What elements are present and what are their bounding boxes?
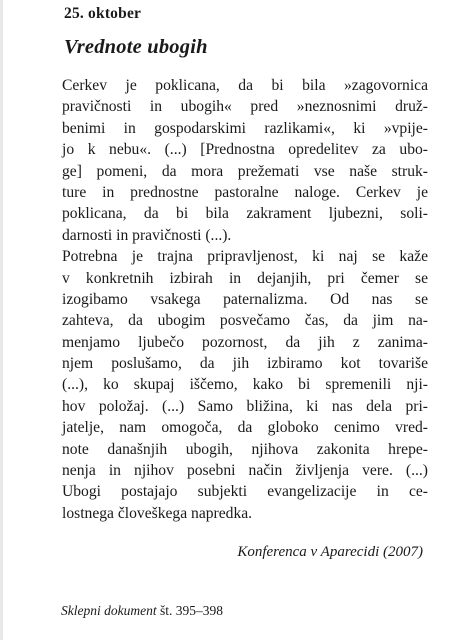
- text-line: (...), ko skupaj iščemo, kako bi spremenili nji-: [62, 376, 428, 394]
- body-text: [62, 75, 428, 524]
- page-edge: [0, 0, 3, 640]
- text-line: poklicana, da bi bila zakrament ljubezni, soli-: [62, 205, 428, 223]
- text-line: Potrebna je trajna pripravljenost, ki naj se kaže: [62, 248, 428, 266]
- text-line: zahteva, da ubogim posvečamo čas, da jim na-: [62, 312, 428, 330]
- text-line: izogibamo vsakega paternalizma. Od nas se: [62, 290, 428, 308]
- text-line: benimi in gospodarskimi razlikami«, ki »vpije-: [62, 119, 428, 137]
- text-line: darnosti in pravičnosti (...).: [62, 226, 232, 244]
- text-line: pravičnosti in ubogih« pred »neznosnimi druž-: [62, 98, 428, 116]
- text-line: ture in prednostne pastoralne naloge. Cerkev je: [62, 183, 428, 201]
- page-title: Vrednote ubogih: [64, 36, 208, 58]
- text-line: note današnjih ubogih, njihova zakonita hrepe-: [62, 440, 428, 458]
- source-citation: Konferenca v Aparecidi (2007): [237, 544, 423, 560]
- footer-reference: [61, 603, 223, 619]
- footer-numbers: št. 395–398: [156, 603, 223, 618]
- text-line: njem poslušamo, da jih izbiramo kot tovariše: [62, 355, 428, 373]
- text-line: lostnega človeškega napredka.: [62, 504, 253, 522]
- text-line: jatelje, nam omogoča, da globoko cenimo vred-: [62, 419, 428, 437]
- text-line: Cerkev je poklicana, da bi bila »zagovornica: [62, 77, 428, 94]
- date-heading: 25. oktober: [64, 5, 142, 22]
- text-line: menjamo ljubečo pozornost, da jih z zanima-: [62, 333, 428, 351]
- text-line: hov položaj. (...) Samo bližina, ki nas dela pri-: [62, 397, 428, 415]
- text-line: jo k nebu«. (...) [Prednostna opredelitev za ubo-: [62, 141, 428, 159]
- text-line: nenja in njihov posebni način življenja vere. (...): [62, 462, 428, 480]
- text-line: v konkretnih izbirah in dejanjih, pri čemer se: [62, 269, 428, 287]
- footer-document: Sklepni dokument: [61, 603, 157, 618]
- text-line: Ubogi postajajo subjekti evangelizacije in ce-: [62, 483, 428, 501]
- text-line: ge] pomeni, da mora prežemati vse naše struk-: [62, 162, 428, 180]
